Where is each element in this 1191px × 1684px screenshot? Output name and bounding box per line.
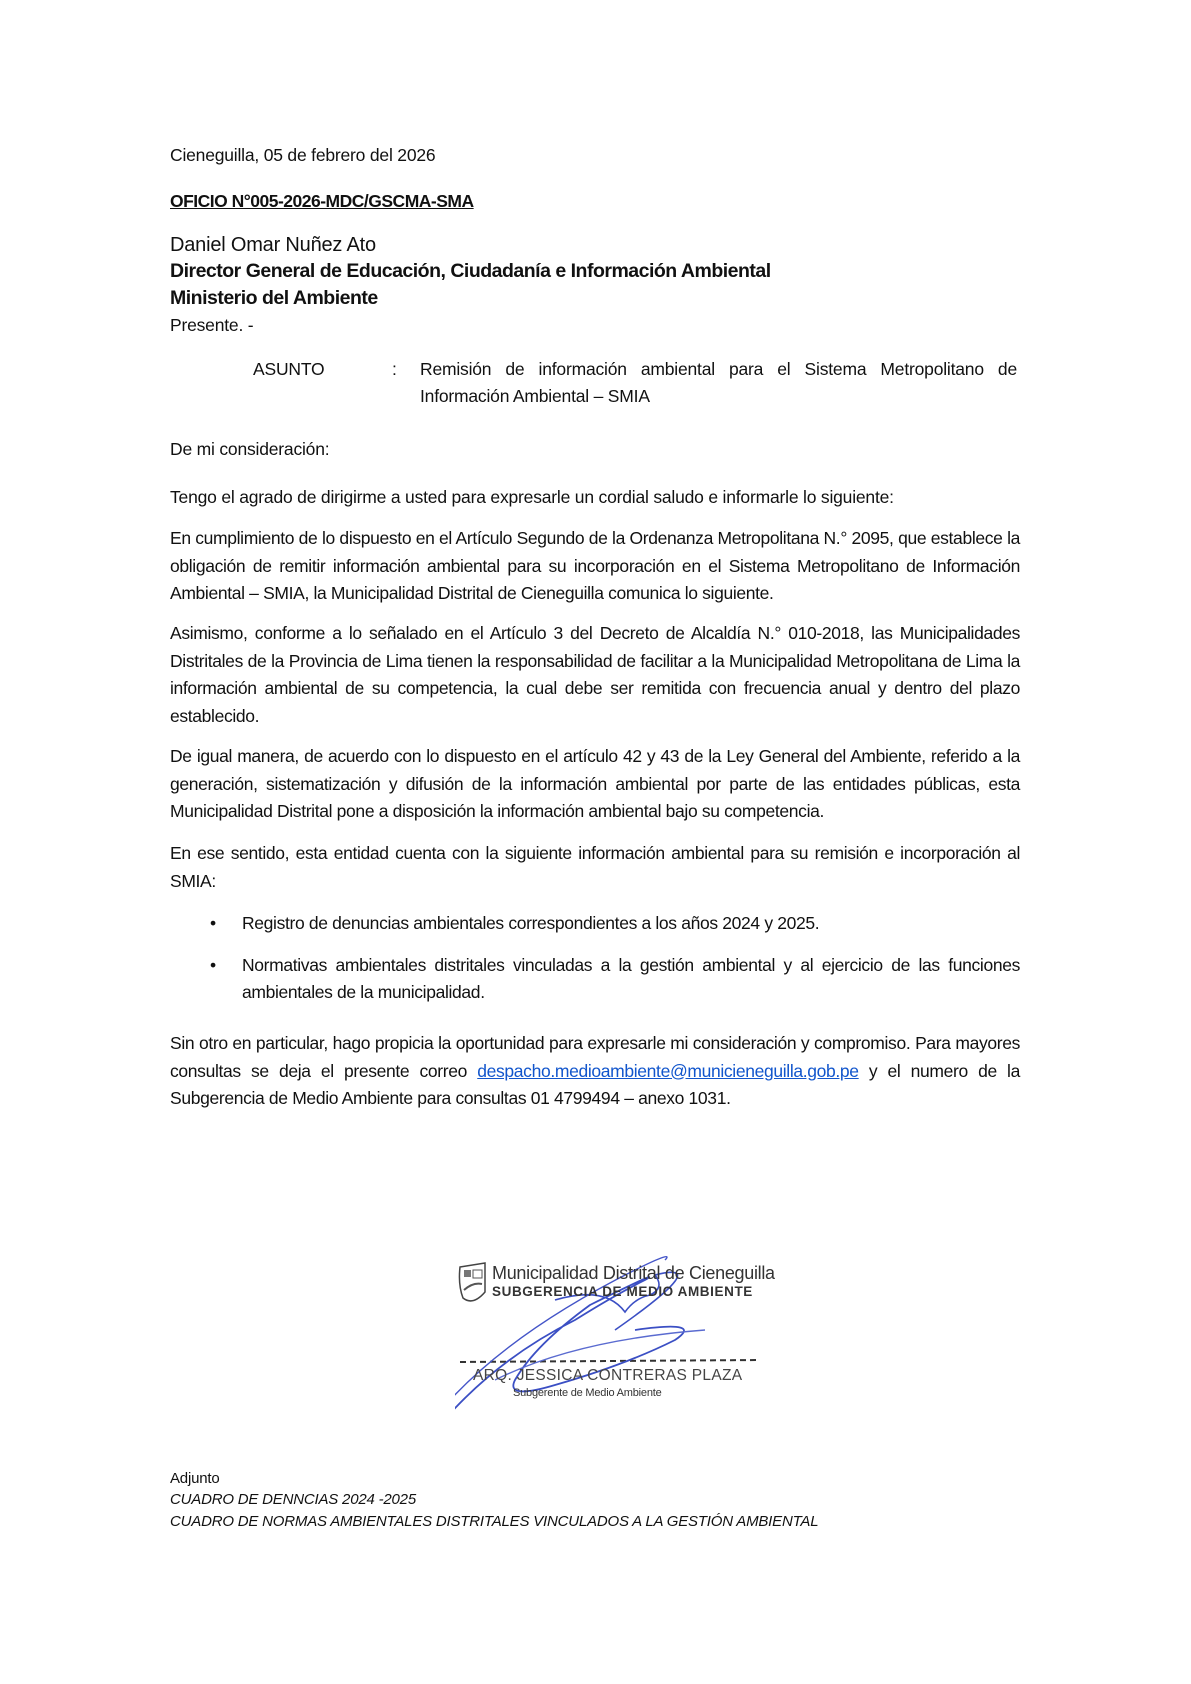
stamp-signer-role: Subgerente de Medio Ambiente xyxy=(513,1387,662,1399)
subject-separator: : xyxy=(392,359,397,379)
recipient-institution: Ministerio del Ambiente xyxy=(170,287,378,309)
bullet-icon: • xyxy=(210,913,216,933)
stamp-institution: Municipalidad Distrital de Cieneguilla xyxy=(492,1263,775,1283)
intro-paragraph: Tengo el agrado de dirigirme a usted para expresarle un cordial saludo e informarle lo siguiente: xyxy=(170,487,894,507)
signature-stamp xyxy=(455,1240,785,1430)
subject-label: ASUNTO xyxy=(253,359,325,379)
stamp-office: SUBGERENCIA DE MEDIO AMBIENTE xyxy=(492,1284,753,1299)
greeting: De mi consideración: xyxy=(170,439,330,459)
closing-text-after: y el numero de la Subgerencia de Medio Ambiente para consultas 01 4799494 – anexo 1031. xyxy=(170,1060,1020,1108)
subject-line-1: Remisión de información ambiental para el Sistema Metropolitano de xyxy=(420,359,1017,379)
closing-text-before: Sin otro en particular, hago propicia la oportunidad para expresarle mi consideración y compromiso. Para mayores consultas se deja el presente correo xyxy=(170,1033,1020,1081)
paragraph-decree: Asimismo, conforme a lo señalado en el Artículo 3 del Decreto de Alcaldía N.° 010-2018, las Municipalidades Distritales de la Provincia de Lima tienen la responsabilidad de facilitar a la Municipalidad Metropolitana de Lima la información ambiental de su competencia, la cual debe ser remitida con frecuencia anual y dentro del plazo establecido. xyxy=(170,623,1020,726)
attachment-item: CUADRO DE DENNCIAS 2024 -2025 xyxy=(170,1491,416,1508)
paragraph-general-law: De igual manera, de acuerdo con lo dispuesto en el artículo 42 y 43 de la Ley General del Ambiente, referido a la generación, sistematización y difusión de la información ambiental por parte de las entidades públicas, esta Municipalidad Distrital pone a disposición la información ambiental bajo su competencia. xyxy=(170,746,1020,821)
document-reference: OFICIO N°005-2026-MDC/GSCMA-SMA xyxy=(170,191,474,211)
list-item xyxy=(170,952,1020,1007)
attachment-item: CUADRO DE NORMAS AMBIENTALES DISTRITALES VINCULADOS A LA GESTIÓN AMBIENTAL xyxy=(170,1513,819,1530)
list-item xyxy=(170,910,1020,938)
paragraph-available-info: En ese sentido, esta entidad cuenta con la siguiente información ambiental para su remisión e incorporación al SMIA: xyxy=(170,843,1020,891)
recipient-name: Daniel Omar Nuñez Ato xyxy=(170,234,376,256)
info-list xyxy=(170,910,1020,1007)
attachments-label: Adjunto xyxy=(170,1470,220,1487)
contact-email-link[interactable]: despacho.medioambiente@municieneguilla.gob.pe xyxy=(477,1060,859,1081)
paragraph-ordinance: En cumplimiento de lo dispuesto en el Artículo Segundo de la Ordenanza Metropolitana N.° 2095, que establece la obligación de remitir información ambiental para su incorporación en el Sistema Metropolitano de Información Ambiental – SMIA, la Municipalidad Distrital de Cieneguilla comunica lo siguiente. xyxy=(170,528,1020,603)
closing-paragraph xyxy=(170,1030,1020,1113)
recipient-title: Director General de Educación, Ciudadanía e Información Ambiental xyxy=(170,260,771,282)
presente-label: Presente. - xyxy=(170,315,254,335)
place-date: Cieneguilla, 05 de febrero del 2026 xyxy=(170,145,436,165)
stamp-signer-name: ARQ. JESSICA CONTRERAS PLAZA xyxy=(473,1367,743,1384)
subject-line-2: Información Ambiental – SMIA xyxy=(420,386,650,406)
list-item-text: Normativas ambientales distritales vinculadas a la gestión ambiental y al ejercicio de las funciones ambientales de la municipalidad. xyxy=(242,954,1020,1002)
bullet-icon: • xyxy=(210,954,216,975)
list-item-text: Registro de denuncias ambientales correspondientes a los años 2024 y 2025. xyxy=(242,913,820,933)
